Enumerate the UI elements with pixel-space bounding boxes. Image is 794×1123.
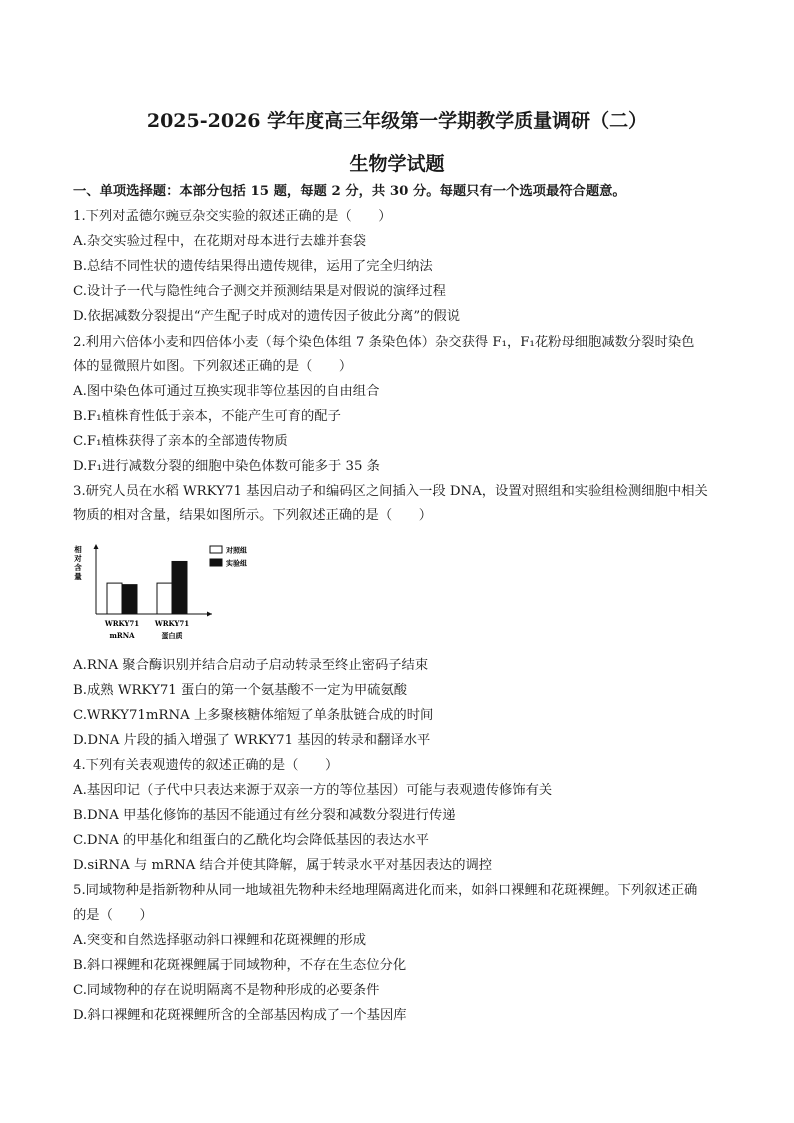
y-axis-label-char: 相 (74, 545, 82, 554)
bar-实验组-0 (122, 585, 137, 614)
question-stem-cont: 的是（ ） (73, 908, 153, 923)
bar-实验组-1 (172, 561, 187, 614)
x-tick-label: 蛋白质 (161, 631, 183, 640)
bar-chart (72, 538, 272, 646)
x-axis-arrow (207, 612, 212, 617)
option-d: D.siRNA 与 mRNA 结合并使其降解，属于转录水平对基因表达的调控 (73, 858, 493, 873)
question-stem-cont: 物质的相对含量，结果如图所示。下列叙述正确的是（ ） (73, 508, 433, 523)
question-stem: 4.下列有关表观遗传的叙述正确的是（ ） (73, 758, 339, 773)
question-stem-cont: 体的显微照片如图。下列叙述正确的是（ ） (73, 359, 353, 374)
option-b: B.总结不同性状的遗传结果得出遗传规律，运用了完全归纳法 (73, 259, 433, 274)
option-d: D.依据减数分裂提出“产生配子时成对的遗传因子彼此分离”的假说 (73, 309, 461, 324)
legend-label: 对照组 (226, 545, 247, 555)
question-stem: 3.研究人员在水稻 WRKY71 基因启动子和编码区之间插入一段 DNA，设置对照组和实验组检测细胞中相关 (73, 484, 708, 499)
option-a: A.RNA 聚合酶识别并结合启动子启动转录至终止密码子结束 (73, 658, 429, 673)
question-stem: 1.下列对孟德尔豌豆杂交实验的叙述正确的是（ ） (73, 209, 392, 224)
legend-label: 实验组 (226, 558, 247, 568)
legend-swatch (210, 559, 222, 566)
option-a: A.基因印记（子代中只表达来源于双亲一方的等位基因）可能与表观遗传修饰有关 (73, 783, 553, 798)
x-tick-label: WRKY71 (154, 619, 190, 628)
exam-subtitle: 生物学试题 (349, 153, 445, 175)
y-axis-label-char: 对 (74, 554, 82, 563)
y-axis-label-char: 量 (74, 572, 82, 581)
x-tick-label: WRKY71 (104, 619, 140, 628)
option-b: B.斜口裸鲤和花斑裸鲤属于同域物种，不存在生态位分化 (73, 958, 407, 973)
option-a: A.突变和自然选择驱动斜口裸鲤和花斑裸鲤的形成 (73, 933, 367, 948)
legend-swatch (210, 546, 222, 553)
y-axis-label-char: 含 (74, 563, 82, 572)
question-stem: 2.利用六倍体小麦和四倍体小麦（每个染色体组 7 条染色体）杂交获得 F₁，F₁花粉母细胞减数分裂时染色 (73, 335, 695, 350)
option-d: D.F₁进行减数分裂的细胞中染色体数可能多于 35 条 (73, 459, 380, 474)
option-a: A.图中染色体可通过互换实现非等位基因的自由组合 (73, 384, 380, 399)
option-c: C.F₁植株获得了亲本的全部遗传物质 (73, 434, 288, 449)
option-c: C.设计子一代与隐性纯合子测交并预测结果是对假说的演绎过程 (73, 284, 446, 299)
option-b: B.DNA 甲基化修饰的基因不能通过有丝分裂和减数分裂进行传递 (73, 808, 456, 823)
bar-对照组-0 (107, 583, 122, 614)
exam-title: 2025-2026 学年度高三年级第一学期教学质量调研（二） (146, 110, 648, 132)
option-d: D.DNA 片段的插入增强了 WRKY71 基因的转录和翻译水平 (73, 733, 431, 748)
x-tick-label: mRNA (109, 631, 135, 640)
bar-对照组-1 (157, 583, 172, 614)
option-b: B.F₁植株育性低于亲本，不能产生可育的配子 (73, 409, 341, 424)
section-heading: 一、单项选择题：本部分包括 15 题，每题 2 分，共 30 分。每题只有一个选项最符合题意。 (73, 184, 626, 199)
option-a: A.杂交实验过程中，在花期对母本进行去雄并套袋 (73, 234, 367, 249)
question-stem: 5.同域物种是指新物种从同一地域祖先物种未经地理隔离进化而来，如斜口裸鲤和花斑裸鲤。下列叙述正确 (73, 883, 698, 898)
option-c: C.同域物种的存在说明隔离不是物种形成的必要条件 (73, 983, 380, 998)
option-b: B.成熟 WRKY71 蛋白的第一个氨基酸不一定为甲硫氨酸 (73, 683, 408, 698)
option-c: C.DNA 的甲基化和组蛋白的乙酰化均会降低基因的表达水平 (73, 833, 429, 848)
option-c: C.WRKY71mRNA 上多聚核糖体缩短了单条肽链合成的时间 (73, 708, 434, 723)
option-d: D.斜口裸鲤和花斑裸鲤所含的全部基因构成了一个基因库 (73, 1008, 407, 1023)
y-axis-arrow (94, 544, 99, 549)
